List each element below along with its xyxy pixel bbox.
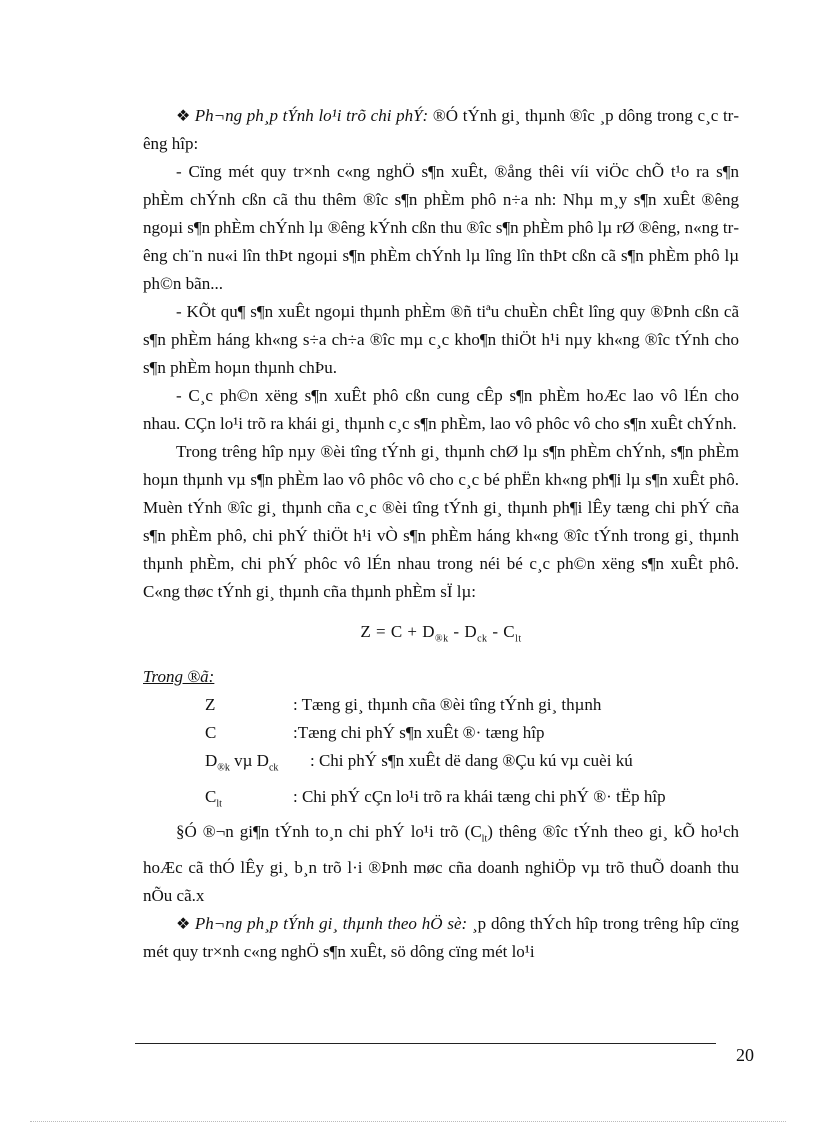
definition-symbol: Z (205, 695, 216, 715)
cost-formula (143, 618, 739, 653)
definition-text: : Chi phÝ cÇn lo¹i trõ ra khái tæng chi phÝ ®· tËp hîp (293, 786, 666, 806)
diamond-bullet-icon: ❖ (176, 106, 191, 125)
definition-symbol: C (205, 723, 217, 743)
definition-text: : Chi phÝ s¶n xuÊt dë dang ®Çu kú vµ cuèi kú (310, 751, 633, 771)
definition-text: :Tæng chi phÝ s¶n xuÊt ®· tæng hîp (293, 723, 545, 743)
method-heading: Ph¬ng ph¸p tÝnh lo¹i trõ chi phÝ: (194, 106, 429, 125)
paragraph: §Ó ®¬n gi¶n tÝnh to¸n chi phÝ lo¹i trõ $(C_{lt})$ thêng ®îc tÝnh theo gi¸ kÕ ho¹ch hoÆc cã thÓ lÊy gi¸ b¸n trõ l·i ®Þnh møc cña doanh nghiÖp vµ trõ thuÕ doanh thu nÕu cã.x (143, 822, 739, 905)
definition-text: : Tæng gi¸ thµnh cña ®èi tîng tÝnh gi¸ thµnh (293, 695, 602, 715)
paragraph-method-coefficient (143, 910, 739, 966)
where-label: Trong ®ã: (143, 667, 215, 687)
paragraph-text: ¸p dông thÝch hîp trong trêng hîp cïng mét quy tr×nh c«ng nghÖ s¶n xuÊt, sö dông cïng mét lo¹i (143, 913, 739, 961)
paragraph: - KÕt qu¶ s¶n xuÊt ngoµi thµnh phÈm ®ñ tiªu chuÈn chÊt lîng quy ®Þnh cßn cã s¶n phÈm háng kh«ng s÷a ch÷a ®îc mµ c¸c kho¶n thiÖt h¹i nµy kh«ng ®îc tÝnh cho s¶n phÈm hoµn thµnh chÞu. (143, 302, 739, 377)
paragraph: Trong trêng hîp nµy ®èi tîng tÝnh gi¸ thµnh chØ lµ s¶n phÈm chÝnh, s¶n phÈm hoµn thµnh vµ s¶n phÈm lao vô phôc vô cho c¸c bé phËn kh«ng ph¶i lµ s¶n xuÊt phô. Muèn tÝnh ®îc gi¸ thµnh cña c¸c ®èi tîng tÝnh gi¸ thµnh ph¶i lÊy tæng chi phÝ cña s¶n phÈm phô, chi phÝ thiÖt h¹i vÒ s¶n phÈm háng kh«ng ®îc tÝnh trong gi¸ thµnh thµnh phÈm, chi phÝ phôc vô lÉn nhau trong néi bé c¸c ph©n xëng s¶n xuÊt phô. C«ng thøc tÝnh gi¸ thµnh cña thµnh phÈm sÏ lµ: (143, 442, 739, 601)
method-heading: Ph¬ng ph¸p tÝnh gi¸ thµnh theo hÖ sè: (194, 913, 468, 933)
diamond-bullet-icon: ❖ (176, 913, 191, 933)
definitions-list (205, 691, 739, 818)
formula-subscript: ®k (435, 633, 449, 645)
definition-row (205, 783, 739, 818)
paragraph-text: ®Ó tÝnh gi¸ thµnh ®îc ¸p dông trong c¸c trêng hîp: (143, 106, 739, 153)
paragraph: - C¸c ph©n xëng s¶n xuÊt phô cßn cung cÊp s¶n phÈm hoÆc lao vô lÉn cho nhau. CÇn lo¹i trõ ra khái gi¸ thµnh c¸c s¶n phÈm, lao vô phôc vô cho s¶n xuÊt chÝnh. (143, 386, 739, 433)
formula-subscript: lt (515, 633, 522, 645)
formula-part: Z = C + D (360, 622, 436, 641)
definition-row (205, 747, 739, 782)
formula-subscript: ck (477, 633, 488, 645)
page-number: 20 (736, 1045, 754, 1065)
formula-part: - C (487, 622, 516, 641)
paragraph-method-exclusion (143, 102, 739, 158)
definition-row (205, 719, 739, 747)
formula-part: - D (448, 622, 478, 641)
page-edge-divider (30, 1121, 786, 1122)
definition-row (205, 691, 739, 719)
paragraph: - Cïng mét quy tr×nh c«ng nghÖ s¶n xuÊt, ®ång thêi víi viÖc chÕ t¹o ra s¶n phÈm chÝnh cßn cã thu thêm ®îc s¶n phÈm phô n÷a nh: Nhµ m¸y s¶n xuÊt ®êng ngoµi s¶n phÈm chÝnh lµ ®êng kÝnh cßn thu ®îc s¶n phÈm phô lµ rØ ®êng, n«ng trêng ch¨n nu«i lîn thÞt ngoµi s¶n phÈm chÝnh lµ lîng lîn thÞt cßn cã s¶n phÈm phô lµ ph©n bãn... (143, 162, 739, 293)
body-text (143, 102, 739, 966)
footer-divider (135, 1043, 716, 1044)
definition-symbol: $D_{®k}$ vµ $D_{ck}$ (205, 751, 279, 774)
definition-symbol: $C_{lt}$ (205, 786, 222, 810)
